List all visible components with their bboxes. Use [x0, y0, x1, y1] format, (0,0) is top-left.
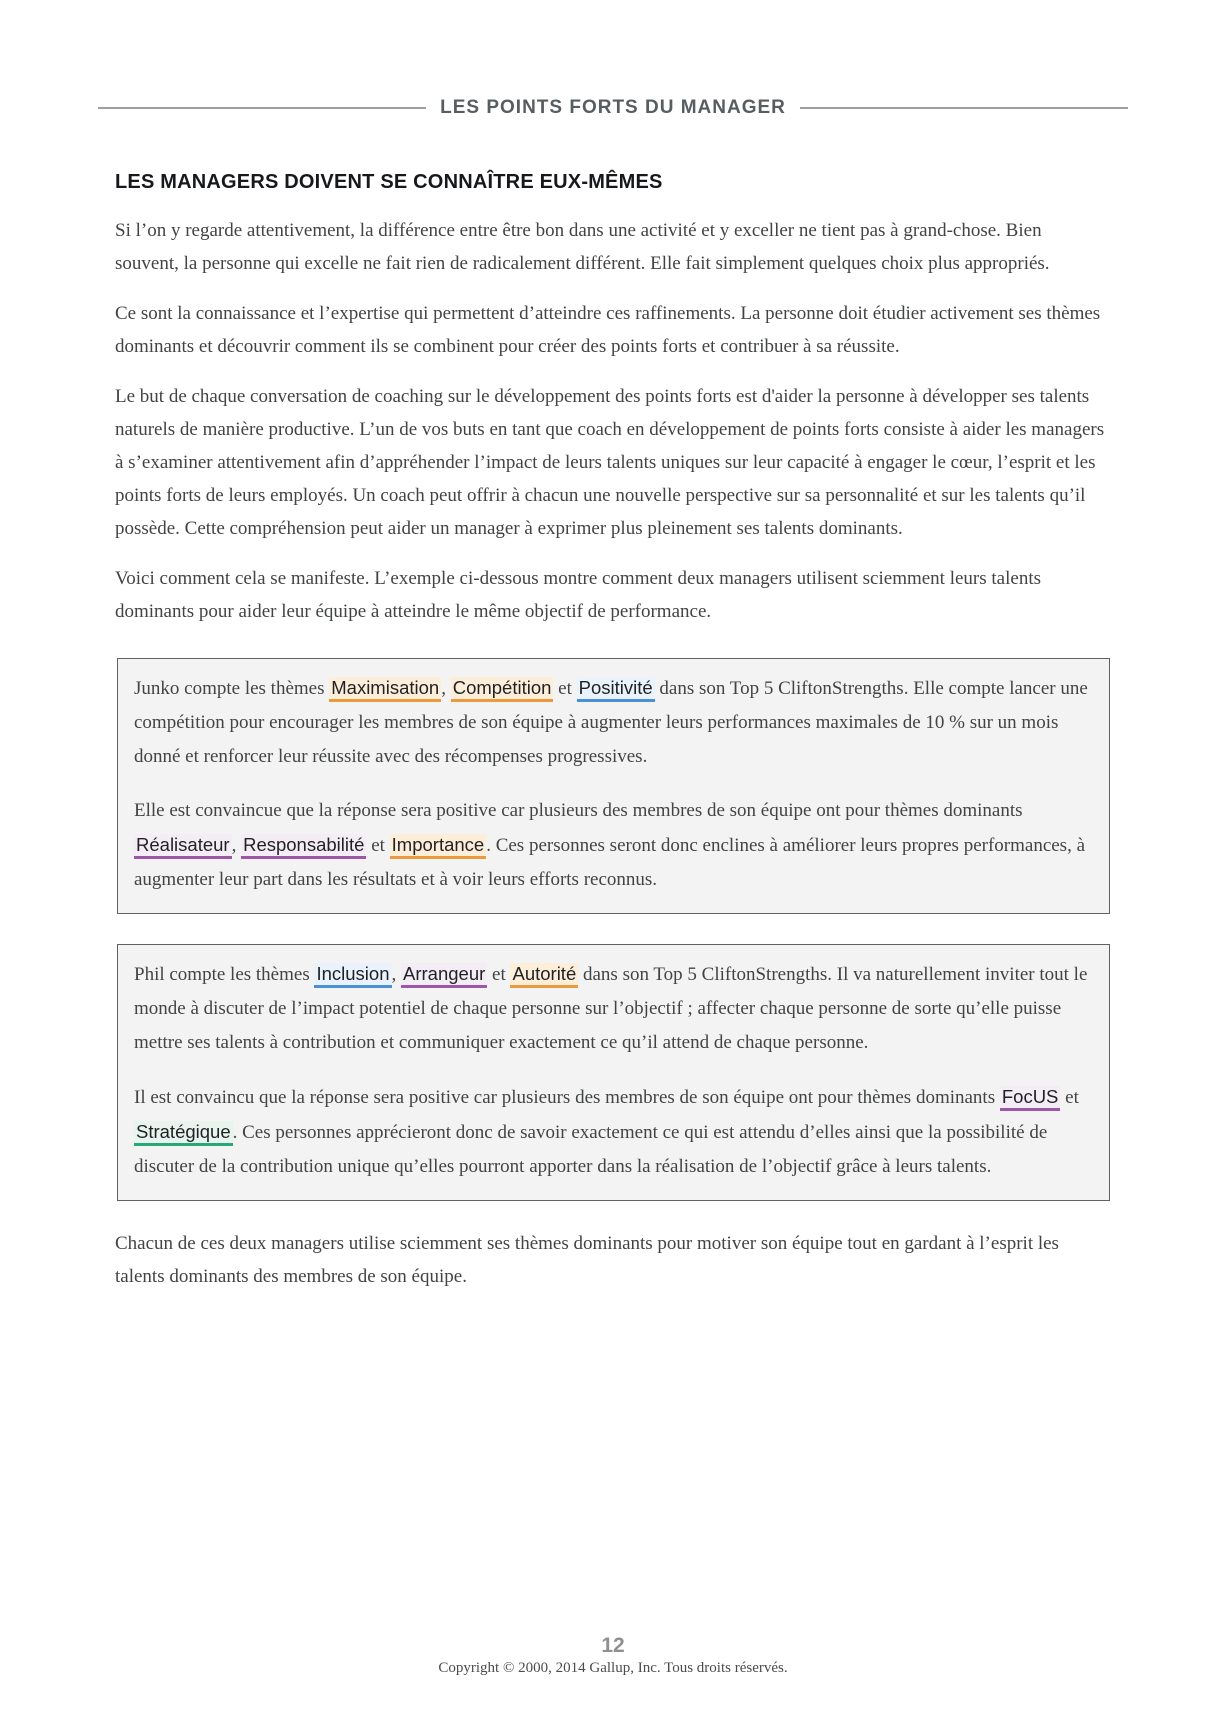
body-paragraph-2: Ce sont la connaissance et l’expertise qui permettent d’atteindre ces raffinements. La personne doit étudier activement ses thèmes dominants et découvrir comment ils se combinent pour créer des points forts et contribuer à sa réussite. [115, 303, 1101, 357]
page-footer [0, 1634, 1226, 1677]
theme-term-arrangeur[interactable]: Arrangeur [401, 963, 487, 988]
example-box-junko-paragraph-1: Junko compte les thèmes Maximisation , Compétition et Positivité dans son Top 5 CliftonStrengths. Elle compte lancer une compétition pour encourager les membres de son équipe à augmenter leurs performances maximales de 10 % sur un mois donné et renforcer leur réussite avec des récompenses progressives. [134, 677, 1088, 767]
example-box-phil-paragraph-1: Phil compte les thèmes Inclusion , Arrangeur et Autorité dans son Top 5 CliftonStrengths. Il va naturellement inviter tout le monde à discuter de l’impact potentiel de chaque personne sur l’objectif ; affecter chaque personne de sorte qu’elle puisse mettre ses talents à contribution et communiquer exactement ce qu’il attend de chaque personne. [134, 963, 1088, 1053]
body-paragraph-4: Voici comment cela se manifeste. L’exemple ci-dessous montre comment deux managers utilisent sciemment leurs talents dominants pour aider leur équipe à atteindre le même objectif de performance. [115, 568, 1041, 622]
example-box-phil-paragraph-2: Il est convaincu que la réponse sera positive car plusieurs des membres de son équipe ont pour thèmes dominants FocUS et Stratégique . Ces personnes apprécieront donc de savoir exactement ce qui est attendu d’elles ainsi que la possibilité de discuter de la contribution unique qu’elles pourront apporter dans la réalisation de l’objectif grâce à leurs talents. [134, 1086, 1079, 1177]
theme-term-competition[interactable]: Compétition [451, 677, 554, 702]
page-header-title: LES POINTS FORTS DU MANAGER [440, 97, 786, 118]
section-heading: LES MANAGERS DOIVENT SE CONNAÎTRE EUX-MÊMES [115, 171, 663, 193]
theme-term-responsabilite[interactable]: Responsabilité [241, 834, 366, 859]
copyright-text: Copyright © 2000, 2014 Gallup, Inc. Tous droits réservés. [438, 1660, 788, 1676]
content-column [115, 171, 1110, 1293]
example-box-phil [117, 944, 1110, 1201]
example-box-junko [117, 658, 1110, 914]
header-rule-left [98, 107, 426, 109]
theme-term-maximisation[interactable]: Maximisation [329, 677, 441, 702]
closing-paragraph: Chacun de ces deux managers utilise sciemment ses thèmes dominants pour motiver son équipe tout en gardant à l’esprit les talents dominants des membres de son équipe. [115, 1233, 1059, 1287]
body-paragraph-3: Le but de chaque conversation de coaching sur le développement des points forts est d'aider la personne à développer ses talents naturels de manière productive. L’un de vos buts en tant que coach en développement de points forts consiste à aider les managers à s’examiner attentivement afin d’appréhender l’impact de leurs talents uniques sur leur capacité à engager le cœur, l’esprit et les points forts de leurs employés. Un coach peut offrir à chacun une nouvelle perspective sur sa personnalité et sur les talents qu’il possède. Cette compréhension peut aider un manager à exprimer plus pleinement ses talents dominants. [115, 386, 1105, 539]
page-number: 12 [601, 1634, 625, 1657]
theme-term-focus[interactable]: FocUS [1000, 1086, 1061, 1111]
theme-term-autorite[interactable]: Autorité [510, 963, 578, 988]
theme-term-inclusion[interactable]: Inclusion [314, 963, 391, 988]
theme-term-importance[interactable]: Importance [390, 834, 487, 859]
page-header [98, 97, 1128, 119]
theme-term-positivite[interactable]: Positivité [577, 677, 655, 702]
theme-term-strategique[interactable]: Stratégique [134, 1121, 233, 1146]
body-paragraph-1: Si l’on y regarde attentivement, la différence entre être bon dans une activité et y exceller ne tient pas à grand-chose. Bien souvent, la personne qui excelle ne fait rien de radicalement différent. Elle fait simplement quelques choix plus appropriés. [115, 220, 1050, 274]
example-box-junko-paragraph-2: Elle est convaincue que la réponse sera positive car plusieurs des membres de son équipe ont pour thèmes dominants Réalisateur , Responsabilité et Importance . Ces personnes seront donc enclines à améliorer leurs propres performances, à augmenter leur part dans les résultats et à voir leurs efforts reconnus. [134, 800, 1086, 890]
theme-term-realisateur[interactable]: Réalisateur [134, 834, 232, 859]
header-rule-right [800, 107, 1128, 109]
